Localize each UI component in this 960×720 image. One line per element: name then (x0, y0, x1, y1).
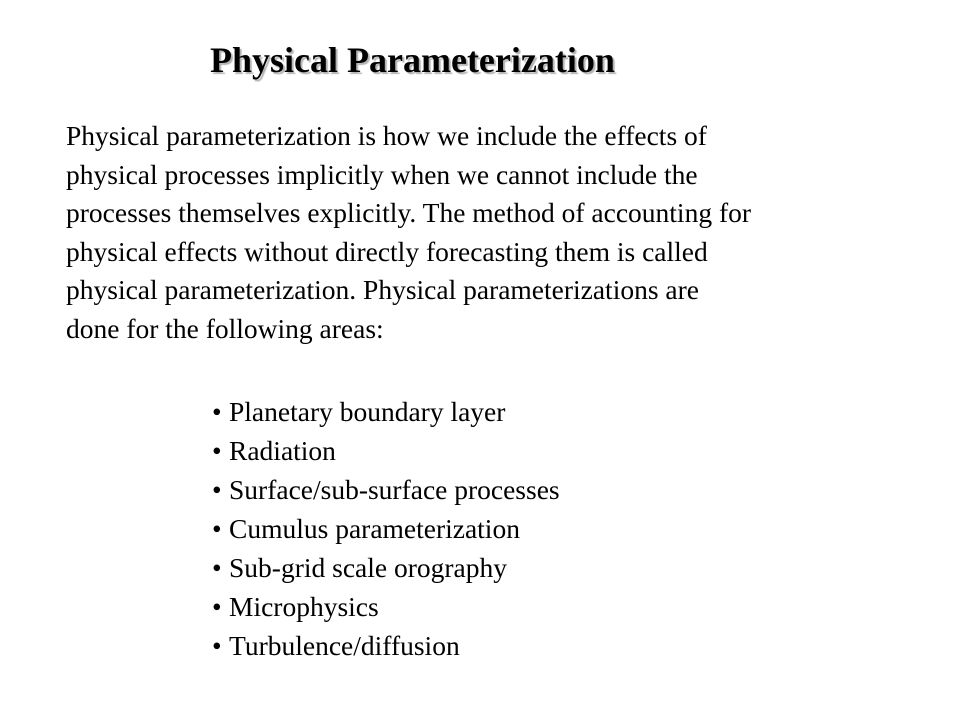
paragraph-line: Physical parameterization is how we include the effects of (66, 120, 707, 151)
bullet-item (212, 392, 560, 431)
bullet-text: Microphysics (229, 591, 379, 622)
bullet-item (212, 548, 560, 587)
bullet-text: Cumulus parameterization (229, 513, 520, 544)
areas-bullet-list (212, 392, 560, 665)
paragraph-line: processes themselves explicitly. The method of accounting for (66, 197, 752, 228)
bullet-item (212, 626, 560, 665)
bullet-icon: • (212, 435, 222, 466)
bullet-text: Turbulence/diffusion (229, 630, 460, 661)
bullet-icon: • (212, 591, 222, 622)
bullet-item (212, 587, 560, 626)
bullet-text: Planetary boundary layer (229, 396, 506, 427)
bullet-item (212, 509, 560, 548)
paragraph-line: physical processes implicitly when we cannot include the (66, 158, 698, 190)
bullet-icon: • (212, 513, 222, 544)
paragraph-line: physical effects without directly forecasting them is called (66, 235, 708, 267)
bullet-icon: • (212, 630, 222, 661)
bullet-icon: • (212, 474, 222, 505)
bullet-text: Sub-grid scale orography (229, 552, 507, 583)
bullet-item (212, 431, 560, 470)
bullet-text: Radiation (229, 435, 336, 466)
slide-title: Physical Parameterization (210, 40, 615, 80)
bullet-text: Surface/sub-surface processes (229, 474, 560, 505)
bullet-icon: • (212, 396, 222, 427)
bullet-item (212, 470, 560, 509)
paragraph-line: physical parameterization. Physical parameterizations are (66, 274, 699, 305)
paragraph-line: done for the following areas: (66, 312, 384, 344)
intro-paragraph (66, 117, 856, 348)
bullet-icon: • (212, 552, 222, 583)
